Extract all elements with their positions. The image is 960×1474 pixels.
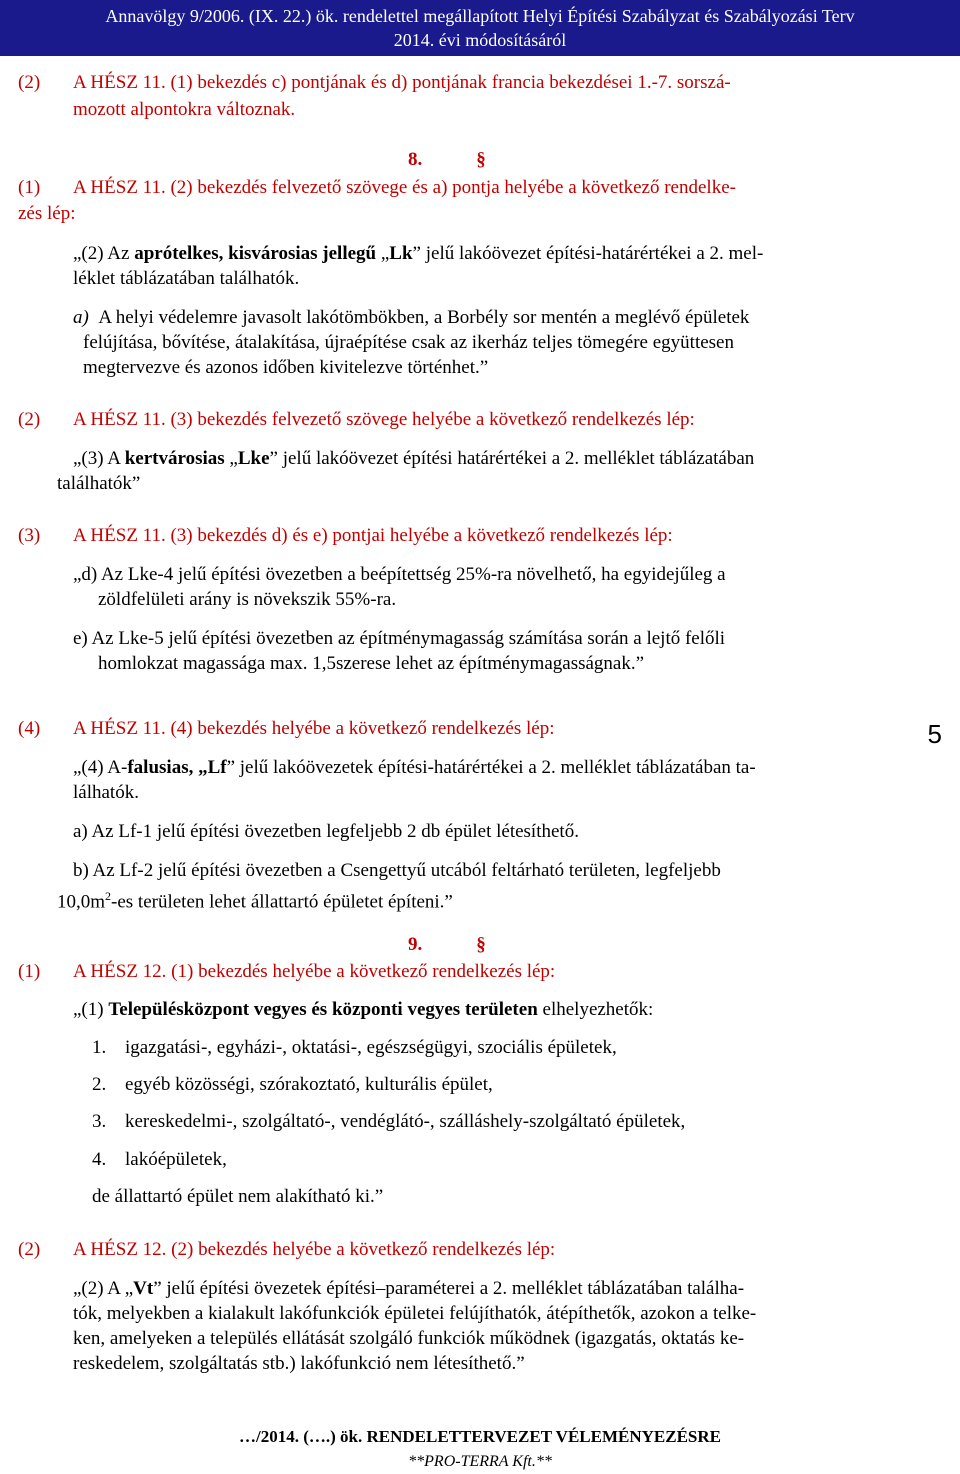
list-item bbox=[92, 1072, 493, 1097]
quote-6-line2: tók, melyekben a kialakult lakófunkciók épületei felújíthatók, átépíthetők, azokon a telke- bbox=[73, 1303, 757, 1324]
zone-code: Vt bbox=[133, 1278, 154, 1299]
paragraph-s3 bbox=[18, 407, 695, 432]
list-item bbox=[92, 1035, 617, 1060]
point-a-line3: megtervezve és azonos időben kivitelezve történhet.” bbox=[83, 357, 489, 378]
section-symbol: § bbox=[476, 934, 486, 955]
paragraph-s6 bbox=[18, 959, 555, 984]
paragraph-text: A HÉSZ 11. (3) bekezdés felvezető szövege helyébe a következő rendelkezés lép: bbox=[73, 409, 695, 430]
quote-3-line2: találhatók” bbox=[57, 473, 141, 494]
document-header bbox=[0, 0, 960, 56]
paragraph-text: A HÉSZ 12. (2) bekezdés helyébe a következő rendelkezés lép: bbox=[73, 1239, 556, 1260]
section-9-heading bbox=[408, 932, 486, 957]
zone-code: Lk bbox=[389, 243, 413, 264]
list-item bbox=[92, 1147, 227, 1172]
area-value: 10,0m bbox=[57, 891, 106, 913]
quote-text: ” jelű lakóövezet építési-határértékei a 2. mel- bbox=[412, 243, 764, 264]
paragraph-s2-line2: zés lép: bbox=[18, 203, 76, 224]
paragraph-number: (2) bbox=[18, 1239, 41, 1260]
quote-text: „(2) Az bbox=[73, 243, 135, 264]
quote-text: elhelyezhetők: bbox=[537, 999, 654, 1020]
header-title: Annavölgy 9/2006. (IX. 22.) ök. rendelettel megállapított Helyi Építési Szabályzat és Szabályozási Terv bbox=[105, 6, 855, 26]
quote-3-line1 bbox=[73, 446, 754, 471]
quote-text: ” jelű lakóövezetek építési-határértékei a 2. melléklet táblázatában ta- bbox=[226, 757, 756, 778]
paragraph-s4 bbox=[18, 523, 673, 548]
list-number: 2. bbox=[92, 1074, 107, 1095]
quote-2-line1 bbox=[73, 241, 763, 266]
quote-bold-text: kertvárosias bbox=[124, 448, 225, 469]
quote-bold-text: aprótelkes, kisvárosias jellegű bbox=[134, 243, 377, 264]
point-d-line2: zöldfelületi arány is növekszik 55%-ra. bbox=[98, 589, 397, 610]
quote-text: „ bbox=[376, 243, 390, 264]
list-text: lakóépületek, bbox=[125, 1149, 227, 1170]
paragraph-number: (2) bbox=[18, 72, 41, 93]
quote-4-line2: lálhatók. bbox=[73, 782, 139, 803]
quote-text: „(1) bbox=[73, 999, 109, 1020]
quote-text: ” jelű lakóövezet építési határértékei a 2. melléklet táblázatában bbox=[269, 448, 755, 469]
paragraph-text: A HÉSZ 11. (2) bekezdés felvezető szövege és a) pontja helyébe a következő rendelke- bbox=[73, 177, 736, 198]
section-8-heading bbox=[408, 147, 486, 172]
quote-bold-text: Településközpont vegyes és központi vegyes területen bbox=[108, 999, 538, 1020]
list-text: kereskedelmi-, szolgáltató-, vendéglátó-, szálláshely-szolgáltató épületek, bbox=[125, 1111, 686, 1132]
quote-text: „(4) A- bbox=[73, 757, 128, 778]
quote-6-line4: reskedelem, szolgáltatás stb.) lakófunkció nem létesíthető.” bbox=[73, 1353, 525, 1374]
point-lf1: a) Az Lf-1 jelű építési övezetben legfeljebb 2 db épület létesíthető. bbox=[73, 821, 579, 842]
point-a-line2: felújítása, bővítése, átalakítása, újraépítése csak az ikerház teljes tömegére együttesen bbox=[83, 332, 734, 353]
page-number: 5 bbox=[927, 719, 942, 749]
list-number: 1. bbox=[92, 1037, 107, 1058]
quote-text: -es területen lehet állattartó épületet építeni.” bbox=[111, 891, 453, 913]
quote-6-line3: ken, amelyeken a település ellátását szolgáló funkciók működnek (igazgatás, oktatás ke- bbox=[73, 1328, 745, 1349]
paragraph-text: A HÉSZ 11. (3) bekezdés d) és e) pontjai helyébe a következő rendelkezés lép: bbox=[73, 525, 673, 546]
quote-text: „ bbox=[224, 448, 238, 469]
list-item bbox=[92, 1109, 685, 1134]
list-tail: de állattartó épület nem alakítható ki.” bbox=[92, 1186, 384, 1207]
paragraph-s7 bbox=[18, 1237, 555, 1262]
paragraph-number: (4) bbox=[18, 718, 41, 739]
paragraph-text: A HÉSZ 12. (1) bekezdés helyébe a következő rendelkezés lép: bbox=[73, 961, 556, 982]
point-e-line1: e) Az Lke-5 jelű építési övezetben az építménymagasság számítása során a lejtő felőli bbox=[73, 628, 726, 649]
paragraph-number: (2) bbox=[18, 409, 41, 430]
section-number: 9. bbox=[408, 934, 423, 955]
paragraph-text: A HÉSZ 11. (1) bekezdés c) pontjának és d) pontjának francia bekezdései 1.-7. sorszá- bbox=[73, 72, 731, 93]
quote-6-line1 bbox=[73, 1276, 744, 1301]
footer-company: **PRO-TERRA Kft.** bbox=[408, 1453, 552, 1470]
footer-title: …/2014. (….) ök. RENDELETTERVEZET VÉLEMÉNYEZÉSRE bbox=[239, 1427, 721, 1446]
point-label: a) bbox=[73, 307, 89, 328]
point-e-line2: homlokzat magassága max. 1,5szerese lehet az építménymagasságnak.” bbox=[98, 653, 645, 674]
zone-code: Lke bbox=[237, 448, 270, 469]
quote-bold-text: falusias, „Lf bbox=[127, 757, 227, 778]
paragraph-number: (1) bbox=[18, 961, 41, 982]
point-lf2-line1: b) Az Lf-2 jelű építési övezetben a Csengettyű utcából feltárható területen, legfeljebb bbox=[73, 860, 721, 881]
paragraph-s1-line1 bbox=[18, 70, 731, 95]
list-text: egyéb közösségi, szórakoztató, kulturális épület, bbox=[125, 1074, 493, 1095]
paragraph-s1-line2: mozott alpontokra változnak. bbox=[73, 99, 296, 120]
point-lf2-line2 bbox=[57, 884, 453, 914]
point-a-line1 bbox=[73, 305, 749, 330]
list-text: igazgatási-, egyházi-, oktatási-, egészségügyi, szociális épületek, bbox=[125, 1037, 617, 1058]
point-text: A helyi védelemre javasolt lakótömbökben, a Borbély sor mentén a meglévő épületek bbox=[98, 307, 750, 328]
quote-text: „(2) A „ bbox=[73, 1278, 134, 1299]
header-subtitle: 2014. évi módosításáról bbox=[393, 30, 567, 50]
quote-text: „(3) A bbox=[73, 448, 125, 469]
point-d-line1: „d) Az Lke-4 jelű építési övezetben a beépítettség 25%-ra növelhető, ha egyidejűleg a bbox=[73, 564, 726, 585]
section-number: 8. bbox=[408, 149, 423, 170]
paragraph-number: (3) bbox=[18, 525, 41, 546]
paragraph-s2-line1 bbox=[18, 175, 736, 200]
list-number: 4. bbox=[92, 1149, 107, 1170]
paragraph-number: (1) bbox=[18, 177, 41, 198]
quote-2-line2: léklet táblázatában találhatók. bbox=[73, 268, 300, 289]
quote-4-line1 bbox=[73, 755, 756, 780]
superscript: 2 bbox=[105, 889, 112, 903]
list-number: 3. bbox=[92, 1111, 107, 1132]
paragraph-text: A HÉSZ 11. (4) bekezdés helyébe a következő rendelkezés lép: bbox=[73, 718, 555, 739]
quote-text: ” jelű építési övezetek építési–paraméterei a 2. melléklet táblázatában találha- bbox=[153, 1278, 745, 1299]
section-symbol: § bbox=[476, 149, 486, 170]
paragraph-s5 bbox=[18, 716, 555, 741]
quote-5-line1 bbox=[73, 997, 653, 1022]
